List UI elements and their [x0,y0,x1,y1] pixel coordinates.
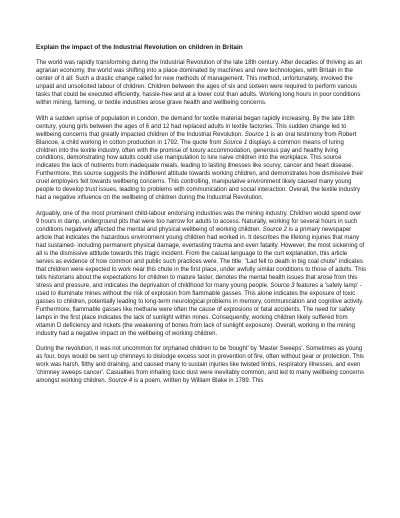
source-ref: Source 2 [262,227,287,234]
paragraph-text: With a sudden uprise of population in London, the demand for textile material began rapidly increasing. By the late 18th century, young girls between the ages of 6 and 12 had replaced adults in textile factories. This sudden change led to wellbeing concerns that greatly impacted children of the Industrial Revolution. [36,115,355,138]
source-ref: Source 1 [244,131,269,138]
paragraph-text: displays a common means of luring children into the textile industry, often with the promise of luxury accommodation, generous pay and healthy living conditions, demonstrating how adults could use manipulation to lure naive children into the workplace. This source indicates the lack of nutrients from inadequate meals, leading to lasting illnesses like scurvy, cancer and heart disease. Furthermore, this source suggests the indifferent attitude towards working children, and demonstrates how dismissive their cruel employers felt towards wellbeing concerns. This controlling, manipulative environment likely caused many young people to develop trust issues, leading to problems with communication and social interaction. Overall, the textile industry had a negative influence on the wellbeing of children during the Industrial Revolution. [36,139,364,202]
source-ref: Source 1 [223,139,248,146]
paragraph-text: is a primary newspaper article that indicates the hazardous environment young children had worked in. It describes the lifelong injuries that many had sustained- including permanent physical damage, everlasting trauma and even fatality. However, the most sickening of all is the dismissive attitude towards this tragic incident. From the casual language to the curt explanation, this article serves as evidence of how common and public such practices were. The title: "Lad fell to death in big coal chute" indicates that children were expected to work near this chute in the first place, under awfully similar conditions to those of adults. This tells historians about the expectations for children to mature faster, denotes the mental health issues that arose from this stress and pressure, and indicates the deprivation of childhood for many young people. [36,227,366,289]
paragraph-text: is an oral testimony from Robert Blancoe, a child working in cotton production in 1792. The quote from [36,131,357,146]
paragraph-intro: The world was rapidly transforming during the Industrial Revolution of the late 18th century. After decades of thriving as an agrarian economy, the world was shifting into a place dominated by machines and new technologies, with Britain in the center of it all. Such a drastic change called for new methods of management. This method, unfortunately, involved the unpaid and unsolicited labour of children. Children between the ages of six and sixteen were required to perform various tasks that could be executed efficiently, hassle-free and at a lower cost than adults. Working long hours in poor conditions within mining, farming, or textile industries arose grave health and wellbeing concerns. [36,60,363,106]
source-ref: Source 4 [107,378,133,385]
paragraph-text: Arguably, one of the most prominent child-labour endorsing industries was the mining industry. Children would spend over 9 hours in damp, underground pits that were too narrow for adults to access. Naturally, working for several hours in such conditions negatively affected the mental and physical wellbeing of working children. [36,211,362,234]
essay-title: Explain the impact of the Industrial Revolution on children in Britain [36,44,243,51]
paragraph-text: features a 'safety lamp' - used to illuminate mines without the risk of explosion from flammable gasses. This alone indicates the exposure of toxic gasses to children, potentially leading to long-term neurological problems in memory, communication and cognitive activity. Furthermore, flammable gasses like methane were often the cause of explosions or fatal accidents. The need for safety lamps in the first place indicates the lack of sunlight within mines. Consequently, working children likely suffered from vitamin D deficiency and rickets (the weakening of bones from lack of sunlight exposure). Overall, working in the mining industry had a negative impact on the wellbeing of working children. [36,282,364,337]
source-ref: Source 3 [270,282,295,289]
paragraph-mining [36,211,366,338]
paragraph-textile [36,116,366,203]
paragraph-text: is a poem, written by William Blake in 1789. This [133,378,264,385]
paragraph-text: During the revolution, it was not uncommon for orphaned children to be 'bought' by 'Master Sweeps'. Sometimes as young as four, boys would be sent up chimneys to dislodge excess soot in prevention of fire, often without gear or protection. This work was harsh, filthy and draining, and caused many to sustain injuries like twisted limbs, respiratory illnesses, and even 'chimney sweeps cancer'. Casualties from inhaling toxic dust were inevitably common, and led to many wellbeing concerns amongst working children. [36,346,364,385]
paragraph-chimney [36,346,366,386]
